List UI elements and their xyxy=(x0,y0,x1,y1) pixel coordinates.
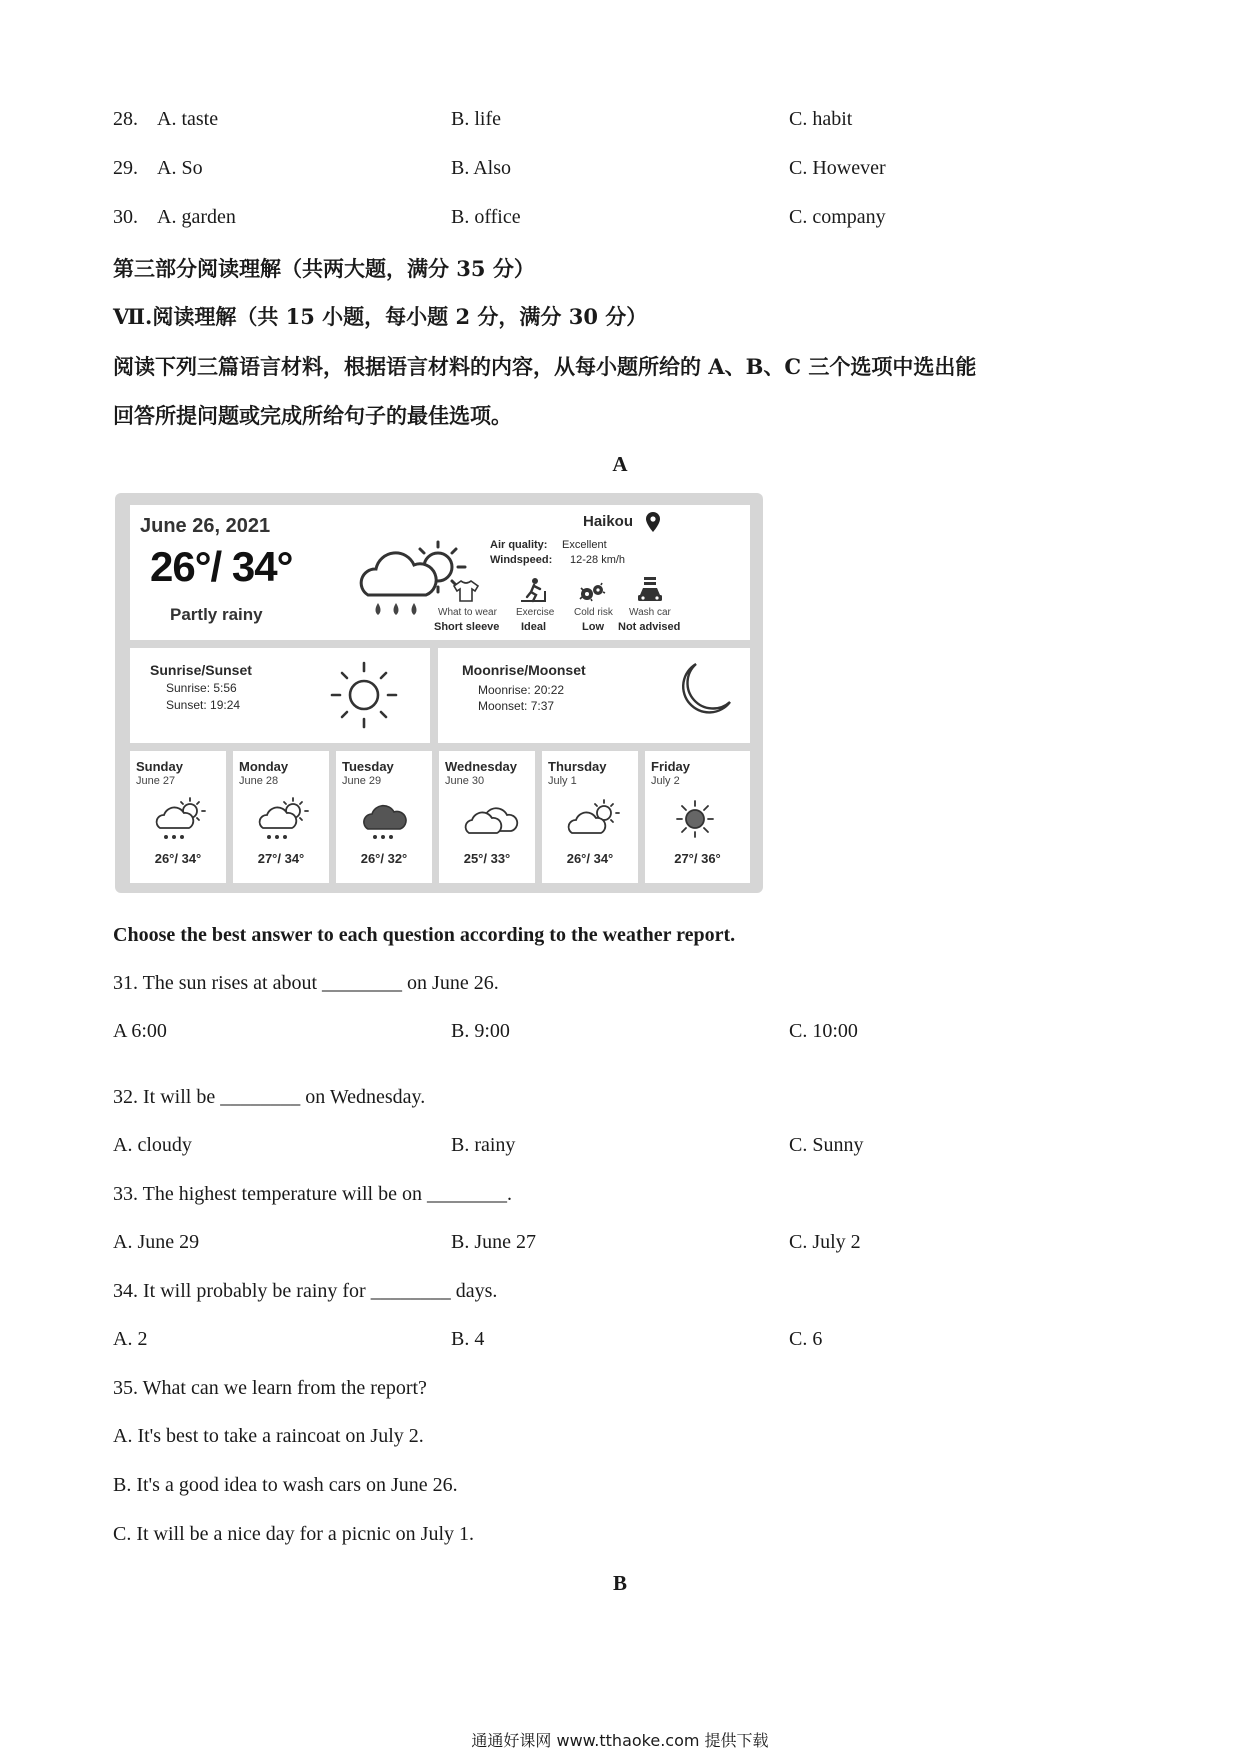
sunset-time: Sunset: 19:24 xyxy=(166,698,241,712)
weather-report-card xyxy=(115,493,763,893)
sun-cloud-rain-icon xyxy=(152,795,208,845)
forecast-day xyxy=(542,751,638,883)
q31-option-c: C. 10:00 xyxy=(789,1020,858,1042)
section-title: 第三部分阅读理解（共两大题，满分 35 分） xyxy=(113,256,535,281)
forecast-day xyxy=(233,751,329,883)
forecast-day-temp: 27°/ 34° xyxy=(257,851,305,866)
questions-heading: Choose the best answer to each question according to the weather report. xyxy=(113,924,736,946)
forecast-day-date: June 30 xyxy=(445,775,485,787)
q33-option-b: B. June 27 xyxy=(451,1231,536,1253)
q33-stem: 33. The highest temperature will be on ________. xyxy=(113,1183,512,1205)
windspeed-value: 12-28 km/h xyxy=(570,554,626,566)
city-name: Haikou xyxy=(583,513,634,530)
moonset-time: Moonset: 7:37 xyxy=(478,699,555,713)
q35-stem: 35. What can we learn from the report? xyxy=(113,1377,427,1399)
today-panel xyxy=(130,505,750,640)
q35-option-b: B. It's a good idea to wash cars on June 26. xyxy=(113,1474,458,1496)
q31-stem: 31. The sun rises at about ________ on June 26. xyxy=(113,972,499,994)
forecast-day-temp: 27°/ 36° xyxy=(674,851,721,866)
moonrise-moonset-title: Moonrise/Moonset xyxy=(462,662,586,678)
tip-exercise-value: Ideal xyxy=(521,621,547,633)
moon-icon xyxy=(672,658,736,722)
forecast-day-name: Monday xyxy=(239,759,289,774)
sun-icon xyxy=(326,657,402,733)
forecast-day xyxy=(336,751,432,883)
passage-a-label: A xyxy=(612,452,628,476)
q32-option-b: B. rainy xyxy=(451,1134,516,1156)
forecast-day-date: June 27 xyxy=(136,775,176,787)
tip-exercise-label: Exercise xyxy=(516,607,555,618)
tip-what-to-wear-label: What to wear xyxy=(438,607,497,618)
weather-date: June 26, 2021 xyxy=(140,515,271,537)
q33-option-a: A. June 29 xyxy=(113,1231,200,1253)
forecast-day xyxy=(439,751,535,883)
q28-number: 28. xyxy=(113,108,138,130)
cloud-icon xyxy=(461,795,521,845)
forecast-day-name: Tuesday xyxy=(342,759,394,774)
q31-option-a: A 6:00 xyxy=(113,1020,167,1042)
q30-number: 30. xyxy=(113,206,138,228)
footer-source: 通通好课网 www.tthaoke.com 提供下载 xyxy=(471,1731,769,1750)
air-quality-label: Air quality: xyxy=(490,539,548,551)
tip-cold-risk-value: Low xyxy=(582,621,604,633)
treadmill-icon xyxy=(518,577,548,603)
q34-option-b: B. 4 xyxy=(451,1328,485,1350)
windspeed-label: Windspeed: xyxy=(490,554,553,566)
part-title: Ⅶ.阅读理解（共 15 小题，每小题 2 分，满分 30 分） xyxy=(113,304,648,329)
sunrise-sunset-panel xyxy=(130,648,430,743)
q29-option-b: B. Also xyxy=(451,157,512,179)
q34-option-c: C. 6 xyxy=(789,1328,823,1350)
forecast-day-name: Sunday xyxy=(136,759,183,774)
forecast-day-name: Wednesday xyxy=(445,759,518,774)
moonrise-time: Moonrise: 20:22 xyxy=(478,683,565,697)
forecast-day-temp: 26°/ 34° xyxy=(566,851,614,866)
car-wash-icon xyxy=(635,575,665,605)
forecast-day-temp: 25°/ 33° xyxy=(463,851,511,866)
tip-wash-car-label: Wash car xyxy=(629,607,671,618)
q32-option-c: C. Sunny xyxy=(789,1134,864,1156)
forecast-day-temp: 26°/ 34° xyxy=(154,851,202,866)
q30-option-c: C. company xyxy=(789,206,886,228)
q33-option-c: C. July 2 xyxy=(789,1231,861,1253)
tip-cold-risk-label: Cold risk xyxy=(574,607,613,618)
tip-what-to-wear-value: Short sleeve xyxy=(434,621,500,633)
q35-option-a: A. It's best to take a raincoat on July 2. xyxy=(113,1425,424,1447)
sun-icon xyxy=(671,795,727,845)
q30-option-a: A. garden xyxy=(157,206,236,228)
q29-number: 29. xyxy=(113,157,138,179)
sunrise-time: Sunrise: 5:56 xyxy=(166,681,237,695)
forecast-day-date: July 1 xyxy=(548,775,577,787)
q28-option-b: B. life xyxy=(451,108,501,130)
forecast-day-name: Friday xyxy=(651,759,691,774)
q35-option-c: C. It will be a nice day for a picnic on July 1. xyxy=(113,1523,475,1545)
q29-option-c: C. However xyxy=(789,157,886,179)
location-pin-icon xyxy=(645,511,661,533)
instruction-line-1: 阅读下列三篇语言材料，根据语言材料的内容，从每小题所给的 A、B、C 三个选项中选出能 xyxy=(113,354,977,379)
forecast-day-date: June 28 xyxy=(239,775,279,787)
q30-option-b: B. office xyxy=(451,206,521,228)
moonrise-moonset-panel xyxy=(438,648,750,743)
today-condition: Partly rainy xyxy=(170,605,263,624)
q34-stem: 34. It will probably be rainy for ________ days. xyxy=(113,1280,498,1302)
forecast-day-temp: 26°/ 32° xyxy=(360,851,408,866)
air-quality-value: Excellent xyxy=(562,539,607,551)
q28-option-c: C. habit xyxy=(789,108,853,130)
sun-cloud-icon xyxy=(564,795,624,845)
today-temperature: 26°/ 34° xyxy=(150,543,293,590)
forecast-day xyxy=(645,751,750,883)
instruction-line-2: 回答所提问题或完成所给句子的最佳选项。 xyxy=(113,403,512,428)
q34-option-a: A. 2 xyxy=(113,1328,148,1350)
tip-wash-car-value: Not advised xyxy=(618,621,681,633)
q31-option-b: B. 9:00 xyxy=(451,1020,510,1042)
passage-b-label: B xyxy=(612,1571,627,1595)
q29-option-a: A. So xyxy=(157,157,203,179)
forecast-day-name: Thursday xyxy=(548,759,607,774)
sun-cloud-rain-icon xyxy=(255,795,311,845)
forecast-day-date: June 29 xyxy=(342,775,382,787)
q32-stem: 32. It will be ________ on Wednesday. xyxy=(113,1086,426,1108)
sunrise-sunset-title: Sunrise/Sunset xyxy=(150,662,252,678)
cloud-rain-icon xyxy=(358,795,414,845)
q28-option-a: A. taste xyxy=(157,108,219,130)
tshirt-icon xyxy=(452,579,480,603)
q32-option-a: A. cloudy xyxy=(113,1134,192,1156)
forecast-day xyxy=(130,751,226,883)
forecast-day-date: July 2 xyxy=(651,775,680,787)
virus-icon xyxy=(578,581,606,603)
